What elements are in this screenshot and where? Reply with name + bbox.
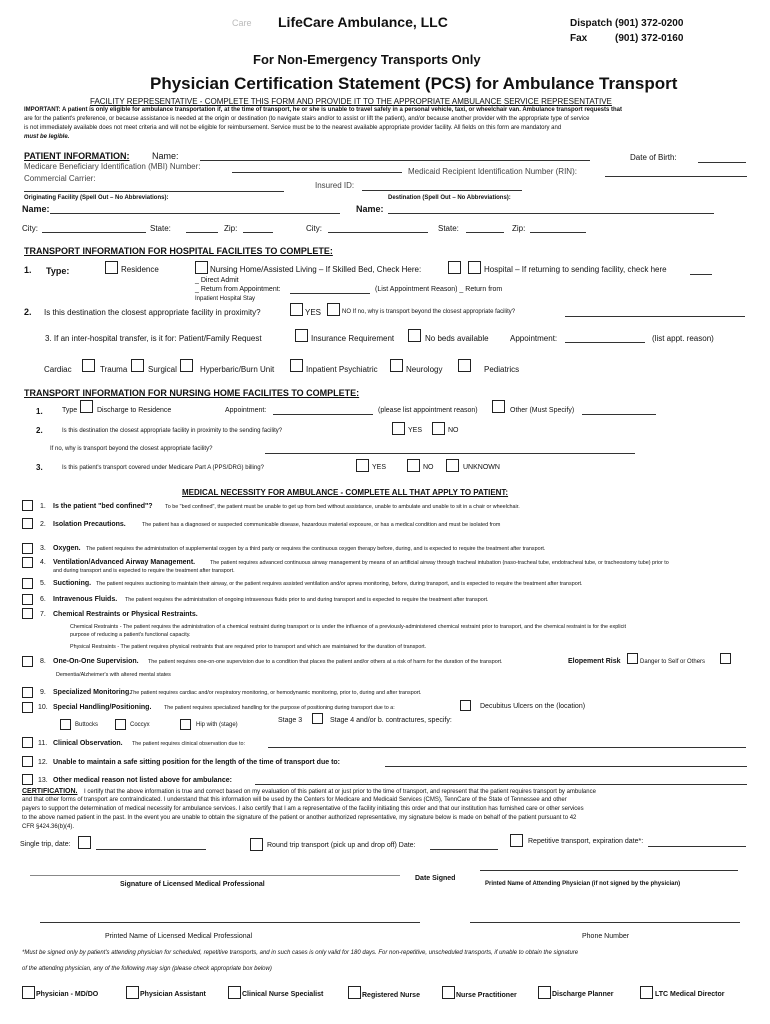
hosp-num-2: 2. [24,307,32,317]
med-13-checkbox[interactable] [22,774,33,785]
nursing-home-checkbox[interactable] [195,261,208,274]
med-6-checkbox[interactable] [22,594,33,605]
nh-other-label: Other (Must Specify) [510,407,575,414]
other-reason-field[interactable] [255,784,747,785]
dest-city-field[interactable] [328,232,428,233]
discharge-checkbox[interactable] [80,400,93,413]
round-trip-checkbox[interactable] [250,838,263,851]
patient-name-label: Name: [152,151,179,161]
med-2-title: Isolation Precautions. [53,521,126,528]
mbi-label: Medicare Beneficiary Identification (MBI) Number: [24,162,201,171]
page-title: Physician Certification Statement (PCS) for Ambulance Transport [150,74,678,93]
med-1-num: 1. [40,503,46,510]
med-1-checkbox[interactable] [22,500,33,511]
insurance-label: Insurance Requirement [311,334,395,343]
dob-label: Date of Birth: [630,153,677,162]
elopement-checkbox[interactable] [627,653,638,664]
signer-pa-label: Physician Assistant [140,991,206,998]
cardiac-label: Cardiac [44,365,72,374]
med-5-desc: The patient requires suctioning to maintain their airway, or the patient requires assisted ventilation and/or apnea monitoring, before, during transport, and is expected to require the treatment after transport. [96,581,583,587]
round-trip-date-field[interactable] [430,849,498,850]
medicaid-field[interactable] [605,176,747,177]
dest-state-label: State: [438,224,459,233]
clinical-field[interactable] [268,747,746,748]
nh-yes-checkbox[interactable] [392,422,405,435]
pediatrics-label: Pediatrics [484,365,520,374]
nh-num-3-label: 3. [36,463,43,472]
attending-name-label: Printed Name of Attending Physician (if not signed by the physician) [485,881,681,887]
closest-facility-question: Is this destination the closest appropriate facility in proximity? [44,308,261,317]
med-9-checkbox[interactable] [22,687,33,698]
physical-restraints: Physical Restraints - The patient requires physical restraints that are required prior to transport and which are maintained for the duration of transport. [70,644,427,650]
clinical-title: Clinical Observation. [53,740,123,747]
repetitive-date-field[interactable] [648,846,746,847]
family-request-checkbox[interactable] [295,329,308,342]
inpatient-stay: Inpatient Hospital Stay [195,296,256,302]
surgical-checkbox[interactable] [180,359,193,372]
med-3-num: 3. [40,545,46,552]
nursing-heading: TRANSPORT INFORMATION FOR NURSING HOME FACILITES TO COMPLETE: [24,388,360,398]
med-4-checkbox[interactable] [22,557,33,568]
signer-cns-checkbox[interactable] [228,986,241,999]
signer-ltc-checkbox[interactable] [640,986,653,999]
origin-city-label: City: [22,224,38,233]
cert-line-1: I certify that the above information is true and correct based on my evaluation of this patient at or just prior to the time of transport, and represent that the patient requires transport by ambulance [84,789,596,795]
med-4-title: Ventilation/Advanced Airway Management. [53,559,196,566]
skilled-bed-checkbox[interactable] [448,261,461,274]
signer-np-label: Nurse Practitioner [456,992,517,999]
dest-zip-label: Zip: [512,224,526,233]
part-a-no-checkbox[interactable] [407,459,420,472]
dest-zip-field[interactable] [530,232,586,233]
hyperbaric-checkbox[interactable] [290,359,303,372]
chemical-restraints: Chemical Restraints - The patient requires the administration of a chemical restraint during transport or is under the influence of a previously-administered chemical restraint prior to transport, and the chemical restraint is for the explicit [70,624,626,630]
hospital-return-field[interactable] [690,274,712,275]
phone-field[interactable] [470,922,740,923]
important-line-1: IMPORTANT: A patient is only eligible for ambulance transportation if, at the time of transport, he or she is unable to travel safely in a personal vehicle, taxi, or wheelchair van. Ambulance transport requests that [24,107,623,113]
med-4-desc-cont: and during transport and is expected to require the treatment after transport. [53,568,235,574]
med-2-num: 2. [40,521,46,528]
nh-no-checkbox[interactable] [432,422,445,435]
signer-cns-label: Clinical Nurse Specialist [242,991,324,998]
appointment-field[interactable] [565,342,645,343]
part-a-yes-label: YES [372,464,387,471]
positioning-desc: The patient requires specialized handling for the purpose of positioning during transport due to a: [164,705,395,711]
logo-text: Care [232,18,252,28]
neurology-checkbox[interactable] [458,359,471,372]
med-12-checkbox[interactable] [22,756,33,767]
buttocks-checkbox[interactable] [60,719,71,730]
list-appt-reason-2: (list appt. reason) [652,334,714,343]
nh-closest-question: Is this destination the closest appropriate facility in proximity to the sending facility? [62,428,283,434]
fax-number: Fax (901) 372-0160 [570,33,684,44]
direct-admit[interactable]: _ Direct Admit [195,277,239,284]
dob-field[interactable] [698,162,746,163]
med-4-num: 4. [40,559,46,566]
one-on-one-title: One-On-One Supervision. [53,658,139,665]
patient-name-field[interactable] [200,160,590,161]
med-2-checkbox[interactable] [22,518,33,529]
med-10-num: 10. [38,704,48,711]
part-a-unknown-label: UNKNOWN [463,464,500,471]
unable-sit-field[interactable] [385,766,747,767]
origin-name-field[interactable] [50,213,340,214]
return-appointment[interactable]: _ Return from Appointment: [195,286,281,293]
insured-label: Insured ID: [315,181,355,190]
dispatch-phone: Dispatch (901) 372-0200 [570,18,684,29]
hyperbaric-label: Hyperbaric/Burn Unit [200,365,275,374]
signer-np-checkbox[interactable] [442,986,455,999]
origin-label: Originating Facility (Spell Out – No Abbreviations): [24,195,169,201]
unable-sit-title: Unable to maintain a safe sitting position for the length of the time of transport due to: [53,759,341,766]
inpatient-psych-label: Inpatient Psychiatric [306,365,378,374]
stage-4-label: Stage 4 and/or b. contractures, specify: [330,717,452,724]
neurology-label: Neurology [406,365,443,374]
repetitive-label: Repetitive transport, expiration date*: [528,838,644,845]
med-5-title: Suctioning. [53,580,92,587]
signer-pa-checkbox[interactable] [126,986,139,999]
nh-please-list: (please list appointment reason) [378,407,478,414]
med-11-checkbox[interactable] [22,737,33,748]
destination-label: Destination (Spell Out – No Abbreviations): [388,195,511,201]
cardiac-checkbox[interactable] [82,359,95,372]
insured-field[interactable] [362,190,522,191]
appointment-label: Appointment: [510,334,558,343]
med-4-desc: The patient requires advanced continuous airway management by means of an artificial airway through tracheal intubation (naso-tracheal tube, endotracheal tube, or tracheostomy tube) prior to [210,560,669,566]
licensed-name-field[interactable] [40,922,420,923]
dest-name-field[interactable] [388,213,714,214]
med-7-title: Chemical Restraints or Physical Restraints. [53,611,198,618]
residence-label: Residence [121,265,159,274]
cert-line-4: to the above named patient in the past. In the event you are unable to obtain the signature of the patient or another authorized representative, my signature below is made on behalf of the patient pursuant to 42 [22,815,577,821]
origin-name-label: Name: [22,204,50,214]
danger-label: Danger to Self or Others [640,659,706,665]
med-8-checkbox[interactable] [22,656,33,667]
single-trip-label: Single trip, date: [20,841,71,848]
other-reason-title: Other medical reason not listed above for ambulance: [53,777,232,784]
important-line-3: is not immediately available does not meet criteria and will not be eligible for reimbursement. Service must be to the nearest available appropriate provider facility. All fields on this form are mandatory and [24,125,562,131]
med-1-title: Is the patient "bed confined"? [53,503,153,510]
nh-appointment-checkbox[interactable] [492,400,505,413]
hosp-num-1: 1. [24,265,32,275]
med-3-title: Oxygen. [53,545,81,552]
signature-label: Signature of Licensed Medical Professional [120,881,265,888]
origin-zip-field[interactable] [243,232,273,233]
coccyx-checkbox[interactable] [115,719,126,730]
closest-no-checkbox[interactable] [327,303,340,316]
nh-if-no-field[interactable] [265,453,635,454]
origin-city-field[interactable] [42,232,146,233]
signature-field[interactable] [30,875,400,876]
surgical-label: Surgical [148,365,177,374]
part-a-unknown-checkbox[interactable] [446,459,459,472]
nh-yes-label: YES [408,427,423,434]
med-7-num: 7. [40,611,46,618]
med-8-num: 8. [40,658,46,665]
positioning-title: Special Handling/Positioning. [53,704,152,711]
cert-line-3: payers to support the determination of medical necessity for ambulance services. I also certify that I am a representative of the facility initiating this order and that our institution has furnished care or other services [22,806,584,812]
elopement-label: Elopement Risk [568,658,621,665]
patient-heading: PATIENT INFORMATION: [24,151,130,161]
danger-checkbox[interactable] [720,653,731,664]
nursing-home-label: Nursing Home/Assisted Living – If Skilled Bed, Check Here: [210,265,422,274]
signer-rn-label: Registered Nurse [362,992,420,999]
specialized-desc: The patient requires cardiac and/or respiratory monitoring, or hemodynamic monitoring, prior to, during and after transport. [130,690,422,696]
medicaid-label: Medicaid Recipient Identification Number (RIN): [408,167,577,176]
closest-yes-label: YES [305,308,322,317]
round-trip-label: Round trip transport (pick up and drop off) Date: [267,842,416,849]
hip-label: Hip with (stage) [196,722,238,728]
medical-heading: MEDICAL NECESSITY FOR AMBULANCE - COMPLETE ALL THAT APPLY TO PATIENT: [182,488,509,497]
med-13-num: 13. [38,777,48,784]
closest-no-reason-field[interactable] [565,316,745,317]
med-9-num: 9. [40,689,46,696]
dest-city-label: City: [306,224,322,233]
origin-zip-label: Zip: [224,224,238,233]
hosp-type-label: Type: [46,266,70,276]
buttocks-label: Buttocks [75,722,99,728]
part-a-no-label: NO [423,464,434,471]
closest-yes-checkbox[interactable] [290,303,303,316]
signer-ltc-label: LTC Medical Director [655,991,725,998]
nh-appointment-label: Appointment: [225,407,267,414]
med-12-num: 12. [38,759,48,766]
nh-appointment-field[interactable] [273,414,373,415]
med-5-num: 5. [40,580,46,587]
med-6-title: Intravenous Fluids. [53,596,118,603]
signer-md-checkbox[interactable] [22,986,35,999]
nh-no-label: NO [448,427,459,434]
med-10-checkbox[interactable] [22,702,33,713]
part-a-question: Is this patient's transport covered under Medicare Part A (PPS/DRG) billing? [62,465,264,471]
dementia-label: Dementia/Alzheimer's with altered mental states [56,672,171,678]
signer-rn-checkbox[interactable] [348,986,361,999]
specialized-title: Specialized Monitoring. [53,689,132,696]
page-subtitle: For Non-Emergency Transports Only [253,52,481,67]
hospital-checkbox[interactable] [468,261,481,274]
coccyx-label: Coccyx [130,722,150,728]
one-on-one-desc: The patient requires one-on-one supervision due to a condition that places the patient and/or others at a risk of harm for the duration of the transport. [148,659,503,665]
discharge-label: Discharge to Residence [97,407,172,414]
single-trip-date-field[interactable] [96,849,206,850]
important-line-2: are for the patient's preference, or because assistance is needed at the origin or destination (to navigate stairs and/or to assist or lift the patient), and/or because another provider with the appropriate type of service [24,116,590,122]
cert-line-2: and that other forms of transport are contraindicated. I understand that this information will be used by the Centers for Medicare and Medicaid Services (CMS), TennCare of the State of Tennessee and other [22,797,567,803]
residence-checkbox[interactable] [105,261,118,274]
carrier-label: Commercial Carrier: [24,174,96,183]
chemical-restraints-cont: purpose of reducing a patient's functional capacity. [70,632,191,638]
med-11-num: 11. [38,740,48,747]
stage-3-checkbox[interactable] [312,713,323,724]
med-6-num: 6. [40,596,46,603]
single-trip-checkbox[interactable] [78,836,91,849]
nh-if-no: If no, why is transport beyond the closest appropriate facility? [50,446,213,452]
company-name: LifeCare Ambulance, LLC [278,14,448,30]
signer-md-label: Physician - MD/DO [36,991,99,998]
clinical-desc: The patient requires clinical observation due to: [132,741,245,747]
list-appt-reason: (List Appointment Reason) _ Return from [375,286,503,293]
decubitus-label: Decubitus Ulcers on the (location) [480,703,586,710]
nh-num-2: 2. [36,426,43,435]
no-beds-label: No beds available [425,334,489,343]
decubitus-checkbox[interactable] [460,700,471,711]
signer-dp-label: Discharge Planner [552,991,614,998]
dest-name-label: Name: [356,204,384,214]
interhospital-question: 3. If an inter-hospital transfer, is it for: Patient/Family Request [45,334,262,343]
hospital-label: Hospital – If returning to sending facility, check here [484,265,667,274]
hospital-heading: TRANSPORT INFORMATION FOR HOSPITAL FACILITES TO COMPLETE: [24,246,333,256]
origin-state-field[interactable] [186,232,218,233]
mbi-field[interactable] [232,172,402,173]
repetitive-checkbox[interactable] [510,834,523,847]
stage-3-label: Stage 3 [278,717,303,724]
cert-line-5: CFR §424.36(b)(4). [22,824,75,830]
trauma-checkbox[interactable] [131,359,144,372]
closest-no-label: NO If no, why is transport beyond the closest appropriate facility? [342,309,516,315]
med-6-desc: The patient requires the administration of ongoing intravenous fluids prior to and during transport and is expected to require the treatment after transport. [125,597,489,603]
attending-name-field[interactable] [480,870,738,871]
part-a-yes-checkbox[interactable] [356,459,369,472]
origin-state-label: State: [150,224,171,233]
med-1-desc: To be "bed confined", the patient must be unable to get up from bed without assistance, unable to ambulate and unable to sit in a chair or wheelchair. [165,504,520,510]
date-signed-label: Date Signed [415,875,456,882]
med-3-checkbox[interactable] [22,543,33,554]
med-5-checkbox[interactable] [22,578,33,589]
appointment-reason-field[interactable] [290,293,370,294]
dest-state-field[interactable] [466,232,504,233]
hip-checkbox[interactable] [180,719,191,730]
facility-rep-note: FACILITY REPRESENTATIVE - COMPLETE THIS FORM AND PROVIDE IT TO THE APPROPRIATE AMBULANCE SERVICE REPRESENTATIVE [90,97,612,106]
important-line-4: must be legible. [24,134,70,140]
nh-other-field[interactable] [582,414,656,415]
certification-label: CERTIFICATION. [22,788,78,795]
signature-note-2: of the attending physician, any of the following may sign (please check appropriate box below) [22,966,272,972]
signature-note-1: *Must be signed only by patient's attending physician for scheduled, repetitive transports, and in such cases is only valid for 180 days. For non-repetitive, unscheduled transports, if unable to obtain the signature [22,950,579,956]
med-7-checkbox[interactable] [22,608,33,619]
carrier-field[interactable] [24,191,284,192]
insurance-checkbox[interactable] [408,329,421,342]
nh-type-label: Type [62,407,78,414]
med-3-desc: The patient requires the administration of supplemental oxygen by a third party or requires the continuous oxygen therapy before, during, and is expected to require the treatment after transport. [86,546,546,552]
phone-label: Phone Number [582,933,630,940]
trauma-label: Trauma [100,365,128,374]
med-2-desc: The patient has a diagnosed or suspected communicable disease, hazardous material exposure, or has a medical condition and must be isolated from [142,522,501,528]
signer-dp-checkbox[interactable] [538,986,551,999]
nh-num-1: 1. [36,407,43,416]
licensed-name-label: Printed Name of Licensed Medical Professional [105,933,253,940]
inpatient-psych-checkbox[interactable] [390,359,403,372]
